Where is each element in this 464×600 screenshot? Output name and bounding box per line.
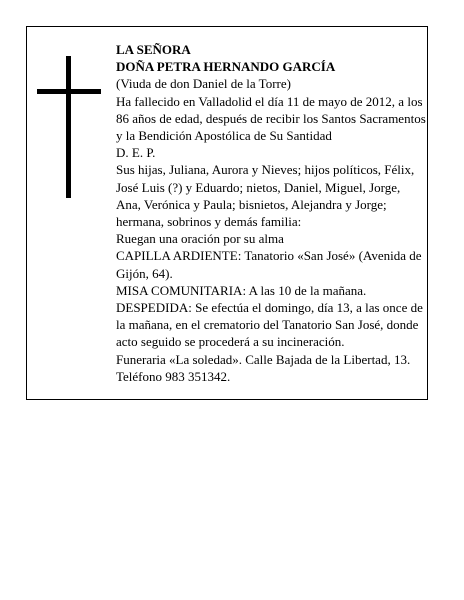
prayer-line: Ruegan una oración por su alma [116,231,284,247]
rip-line: D. E. P. [116,145,156,161]
obituary-title: LA SEÑORA [116,42,191,57]
death-notice-paragraph: Ha fallecido en Valladolid el día 11 de mayo de 2012, a los 86 años de edad, después de recibir los Santos Sacramentos y la Bendición Apostólica de Su Santidad [116,93,426,144]
cross-vertical-bar [66,56,71,198]
funeral-home-paragraph: Funeraria «La soledad». Calle Bajada de la Libertad, 13. Teléfono 983 351342. [116,351,411,384]
obituary-notice [26,26,428,400]
cross-horizontal-bar [37,89,101,94]
farewell-paragraph: DESPEDIDA: Se efectúa el domingo, día 13, a las once de la mañana, en el crematorio del Tanatorio San José, donde acto seguido se procederá a su incineración. [116,300,423,350]
deceased-name: DOÑA PETRA HERNANDO GARCÍA [116,59,336,75]
cross-icon [37,56,101,198]
mass-paragraph: MISA COMUNITARIA: A las 10 de la mañana. [116,282,367,298]
family-paragraph: Sus hijas, Juliana, Aurora y Nieves; hijos políticos, Félix, José Luis (?) y Eduardo; nietos, Daniel, Miguel, Jorge, Ana, Verónica y Paula; bisnietos, Alejandra y Jorge; hermana, sobrinos y demás familia: [116,162,415,230]
obituary-text [116,41,426,385]
widow-of-line: (Viuda de don Daniel de la Torre) [116,76,291,92]
chapel-paragraph: CAPILLA ARDIENTE: Tanatorio «San José» (Avenida de Gijón, 64). [116,248,422,281]
